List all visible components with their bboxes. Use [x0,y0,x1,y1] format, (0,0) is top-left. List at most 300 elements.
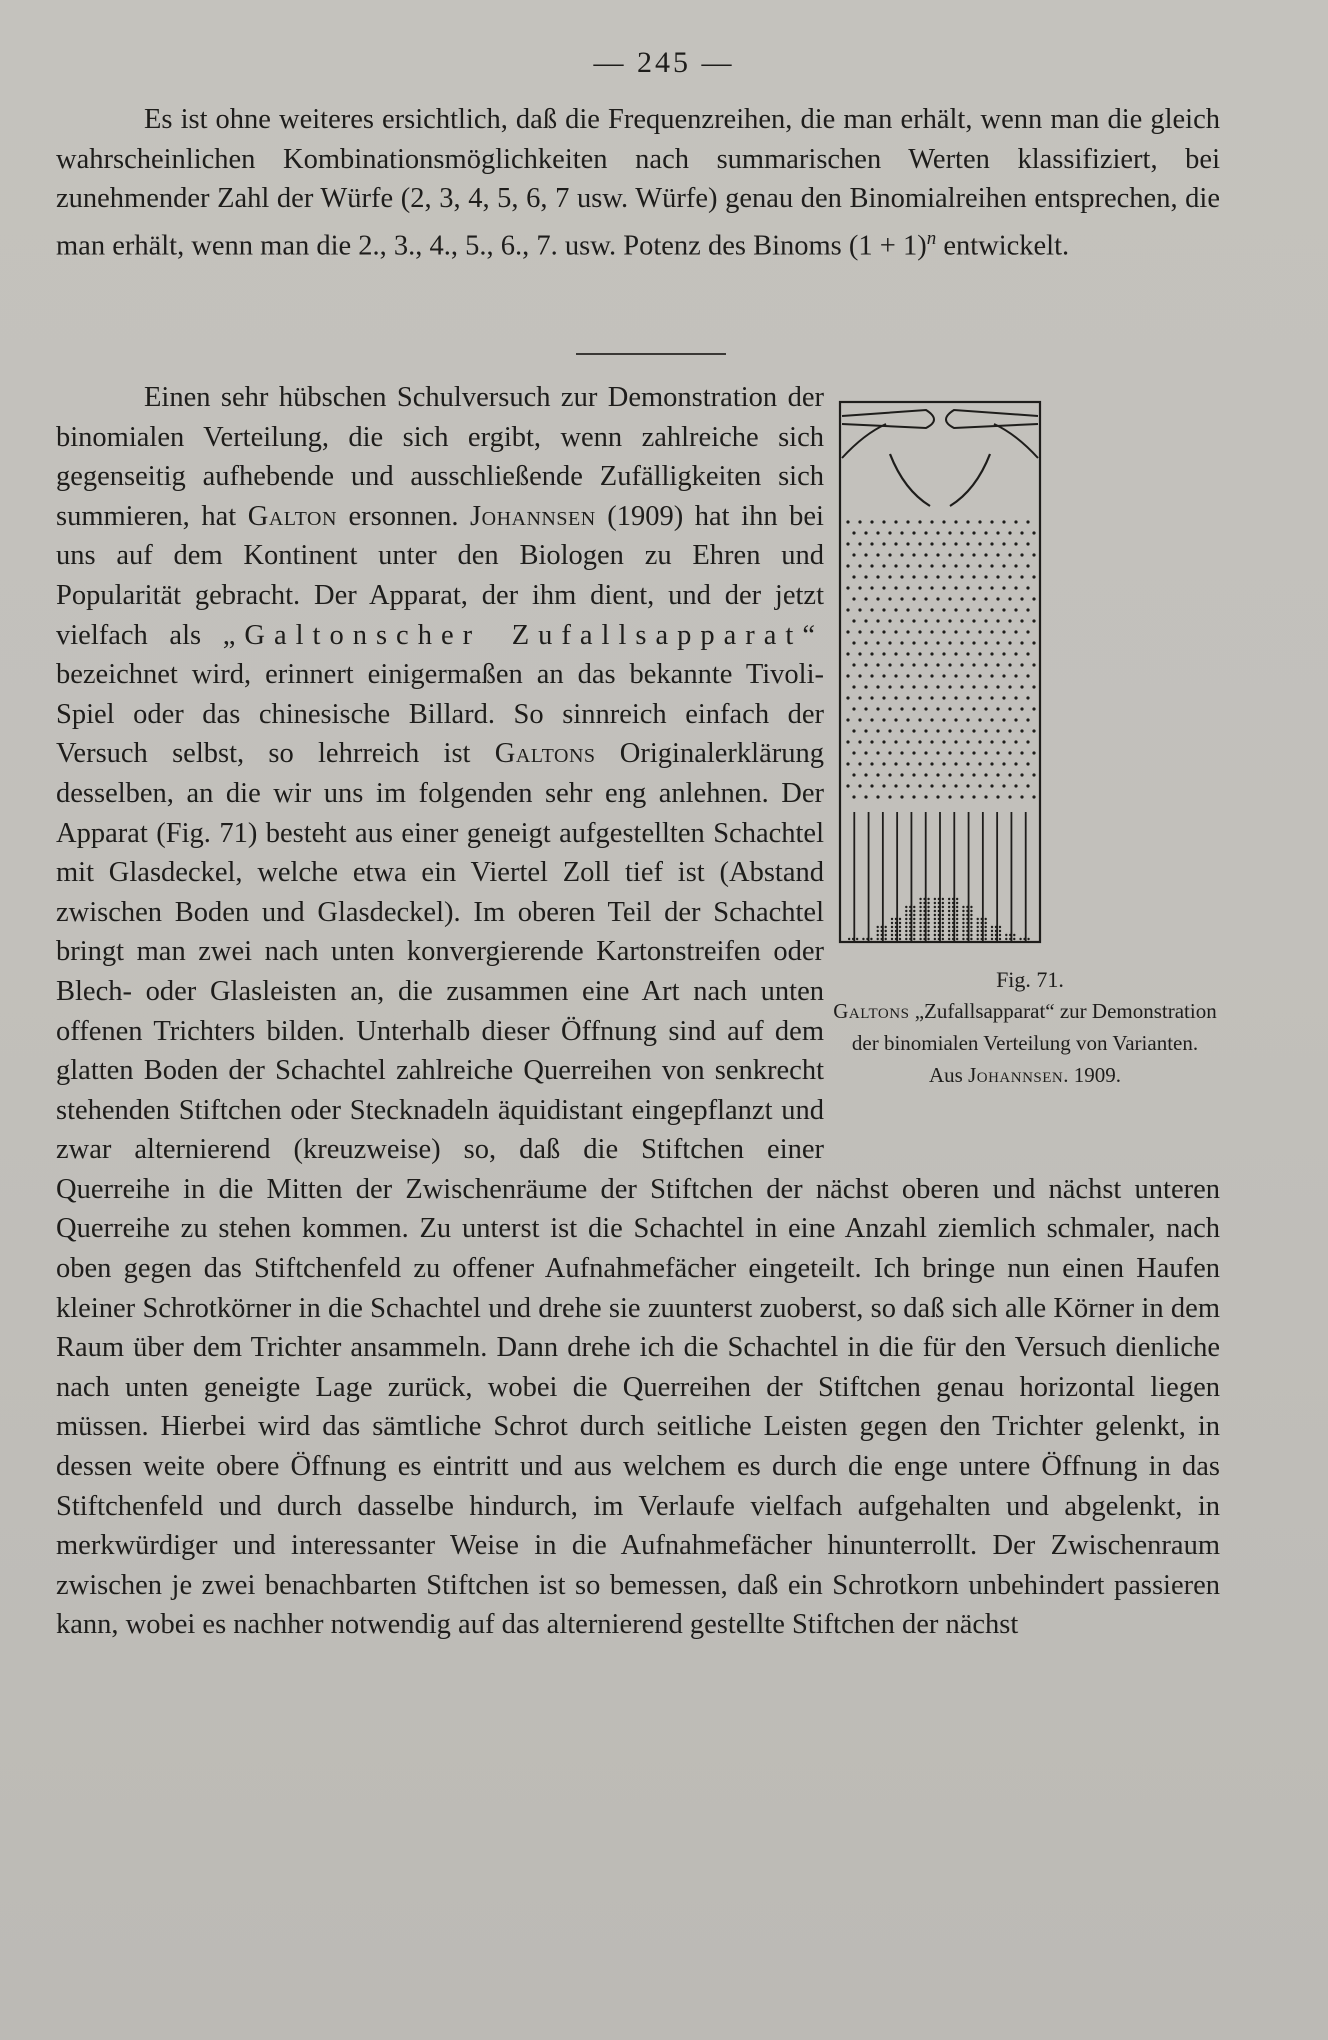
pin [858,718,861,721]
pin [960,751,963,754]
caption-author-name: Galtons [833,999,910,1023]
pin [864,773,867,776]
pin [876,685,879,688]
pin [888,641,891,644]
pin [852,597,855,600]
shot-grain [952,922,954,924]
pin [912,773,915,776]
shot-grain [905,906,907,908]
pin [870,542,873,545]
pin [972,707,975,710]
shot-grain [956,938,958,940]
pin [906,564,909,567]
shot-grain [905,938,907,940]
pin [888,751,891,754]
pin [900,751,903,754]
pin [1020,729,1023,732]
pin [954,784,957,787]
shot-grain [948,922,950,924]
pin [942,784,945,787]
pin [894,564,897,567]
shot-grain [956,902,958,904]
pin [996,641,999,644]
page-number: — 245 — [593,46,735,79]
pin [1032,707,1035,710]
shot-grain [923,898,925,900]
pin [1002,762,1005,765]
shot-grain [913,930,915,932]
pin [930,608,933,611]
pin [894,542,897,545]
pin [990,608,993,611]
pin [972,795,975,798]
pin [930,542,933,545]
pin [948,641,951,644]
shot-grain [913,934,915,936]
pin [1008,641,1011,644]
pin [972,619,975,622]
pin [1014,652,1017,655]
pin [978,674,981,677]
shot-grain [1013,934,1015,936]
pin [1020,751,1023,754]
pin [954,718,957,721]
pin [978,740,981,743]
pin [984,773,987,776]
pin [858,630,861,633]
shot-grain [934,930,936,932]
shot-grain [948,930,950,932]
pin [846,564,849,567]
pin [960,795,963,798]
shot-grain [995,938,997,940]
shot-grain [905,934,907,936]
shot-grain [948,914,950,916]
shot-grain [934,922,936,924]
shot-grain [895,922,897,924]
pin [888,795,891,798]
shot-grain [966,914,968,916]
pin [918,630,921,633]
shot-grain [870,938,872,940]
shot-grain [905,910,907,912]
shot-grain [981,938,983,940]
figure-label: Fig. 71. [996,967,1064,992]
pin [876,707,879,710]
pin [984,729,987,732]
pin [1008,553,1011,556]
pin [948,795,951,798]
galton-board-illustration [834,394,1046,954]
pin [906,762,909,765]
pin [990,784,993,787]
pin [870,784,873,787]
pin [852,641,855,644]
pin [1026,718,1029,721]
figure-71 [833,394,1220,1158]
pin [972,773,975,776]
pin [894,784,897,787]
pin [966,520,969,523]
shot-grain [927,918,929,920]
shot-grain [913,926,915,928]
shot-grain [970,934,972,936]
pin [924,553,927,556]
funnel-right [950,454,990,506]
pin [900,575,903,578]
pin [960,575,963,578]
shot-grain [956,898,958,900]
shot-grain [1019,938,1021,940]
pin [1026,762,1029,765]
funnel-left [890,454,930,506]
shot-grain [970,922,972,924]
shot-grain [1009,938,1011,940]
pin [876,531,879,534]
shot-grain [938,902,940,904]
shot-grain [909,922,911,924]
pin [846,718,849,721]
pin [852,575,855,578]
shot-grain [942,906,944,908]
pin [966,630,969,633]
pin [900,795,903,798]
pin [942,718,945,721]
pin [858,608,861,611]
shot-grain [913,910,915,912]
pin [846,652,849,655]
pin [906,674,909,677]
shot-grain [962,906,964,908]
right-rail [946,410,1038,428]
pin [900,619,903,622]
pin [1014,608,1017,611]
pin [852,663,855,666]
pin [954,586,957,589]
pin [924,707,927,710]
shot-grain [927,926,929,928]
pin [894,630,897,633]
pin [906,586,909,589]
pin [1008,707,1011,710]
pin [1008,751,1011,754]
pin [942,586,945,589]
pin [960,707,963,710]
pin [960,553,963,556]
pin [870,674,873,677]
pin [966,718,969,721]
pin [888,553,891,556]
pin [972,751,975,754]
pin [984,751,987,754]
shot-grain [905,914,907,916]
pin [876,597,879,600]
shot-grain [934,914,936,916]
pin [930,674,933,677]
pin [852,553,855,556]
pin [918,608,921,611]
pin [888,773,891,776]
name-johannsen: Johannsen [470,500,596,532]
pin [954,564,957,567]
pin [930,696,933,699]
shot-grain [927,910,929,912]
shot-grain [877,938,879,940]
pin [918,674,921,677]
pin [858,520,861,523]
pin [864,641,867,644]
pin [990,762,993,765]
pin [960,619,963,622]
shot-grain [899,922,901,924]
pin [996,531,999,534]
pin [960,641,963,644]
pin [1026,564,1029,567]
pin [918,586,921,589]
caption-source-year: . 1909. [1063,1063,1122,1087]
pin [984,619,987,622]
pin [936,553,939,556]
shot-grain [985,938,987,940]
shot-grain [938,938,940,940]
shot-grain [970,906,972,908]
shot-grain [927,922,929,924]
pin [900,729,903,732]
name-galton: Galton [247,500,337,532]
shot-grain [956,914,958,916]
shot-grain [848,938,850,940]
pin [1008,773,1011,776]
shot-grain [919,930,921,932]
shot-grain [970,938,972,940]
pin [1002,586,1005,589]
shot-grain [952,898,954,900]
pin [930,520,933,523]
left-side-guide [842,424,886,458]
pin [990,740,993,743]
pin [912,707,915,710]
shot-grain [952,934,954,936]
pin [948,685,951,688]
pin [996,773,999,776]
shot-grain [938,898,940,900]
shot-grain [938,926,940,928]
pin [936,707,939,710]
shot-grain [905,918,907,920]
pin [918,718,921,721]
pin [1032,575,1035,578]
pin [1020,553,1023,556]
pin [918,762,921,765]
pin [864,795,867,798]
pin [888,707,891,710]
pin [888,531,891,534]
pin [846,586,849,589]
pin [1032,795,1035,798]
shot-grain [991,930,993,932]
shot-grain [977,918,979,920]
shot-grain [919,914,921,916]
shot-grain [891,938,893,940]
shot-grain [909,926,911,928]
shot-grain [895,926,897,928]
pin [870,696,873,699]
shot-grain [952,918,954,920]
pin [936,531,939,534]
pin [948,751,951,754]
pin [858,784,861,787]
pin [966,740,969,743]
pin [924,531,927,534]
shot-grain [909,930,911,932]
pin [930,718,933,721]
pin [1026,608,1029,611]
pin [1014,542,1017,545]
shot-grain [923,922,925,924]
shot-grain [981,930,983,932]
pin [960,773,963,776]
pin [1014,718,1017,721]
pin [996,751,999,754]
shot-grain [877,934,879,936]
pin [918,542,921,545]
pin [954,608,957,611]
shot-grain [885,938,887,940]
shot-grain [923,938,925,940]
shot-grain [1013,938,1015,940]
pin [942,674,945,677]
shot-grain [885,930,887,932]
shot-grain [985,922,987,924]
shot-grain [948,926,950,928]
left-rail [842,410,934,428]
shot-grain [919,934,921,936]
pin [846,740,849,743]
pin [924,597,927,600]
pin [1008,597,1011,600]
pin [996,707,999,710]
shot-grain [956,922,958,924]
pin [858,542,861,545]
pin [894,696,897,699]
pin [918,696,921,699]
shot-grain [966,926,968,928]
shot-grain [899,930,901,932]
pin [978,564,981,567]
pin [984,553,987,556]
pin [1032,751,1035,754]
pin [996,795,999,798]
pin [864,597,867,600]
shot-grain [913,922,915,924]
pin [882,718,885,721]
shot-grain [995,930,997,932]
pin [882,520,885,523]
shot-grain [952,910,954,912]
pin [1032,597,1035,600]
shot-grain [877,926,879,928]
pin [1026,696,1029,699]
shot-grain [966,934,968,936]
pin [1032,531,1035,534]
shot-grain [927,898,929,900]
shot-grain [1005,938,1007,940]
pin [996,663,999,666]
right-side-guide [994,424,1038,458]
pin [864,685,867,688]
shot-grain [991,938,993,940]
pin [864,663,867,666]
pin [990,564,993,567]
pin [858,586,861,589]
shot-grain [899,918,901,920]
pin [1026,586,1029,589]
pin [912,531,915,534]
pin [894,762,897,765]
pin [1032,729,1035,732]
pin [1014,520,1017,523]
pin [936,597,939,600]
shot-grain [923,926,925,928]
shot-grain [999,930,1001,932]
paragraph-2 [56,378,1220,1645]
shot-grain [948,938,950,940]
pin [1014,696,1017,699]
shot-grain [891,926,893,928]
pin [906,718,909,721]
pin [942,542,945,545]
shot-grain [948,934,950,936]
pin [942,652,945,655]
pin [900,641,903,644]
shot-grain [891,934,893,936]
shot-grain [962,926,964,928]
pin [876,553,879,556]
shot-grain [856,938,858,940]
pin [900,685,903,688]
pin [990,520,993,523]
caption-text: „Zufallsapparat“ zur Demonstration der binomialen Verteilung von Varianten. [851,999,1217,1055]
pin [924,663,927,666]
pin [984,531,987,534]
pin [888,619,891,622]
pin [954,674,957,677]
pin [972,597,975,600]
shot-grain [995,926,997,928]
pin [924,685,927,688]
pin [912,685,915,688]
pin [876,773,879,776]
pin [1002,608,1005,611]
shot-grain [927,902,929,904]
shot-grain [927,938,929,940]
shot-grain [913,906,915,908]
pin [858,564,861,567]
pin [918,520,921,523]
pin [906,520,909,523]
pin [870,608,873,611]
pin [906,784,909,787]
shot-grain [952,938,954,940]
shot-grain [852,938,854,940]
shot-grain [909,918,911,920]
shot-grain [966,906,968,908]
pin [864,707,867,710]
pin [870,652,873,655]
shot-grain [962,938,964,940]
pin [894,740,897,743]
pin [864,751,867,754]
